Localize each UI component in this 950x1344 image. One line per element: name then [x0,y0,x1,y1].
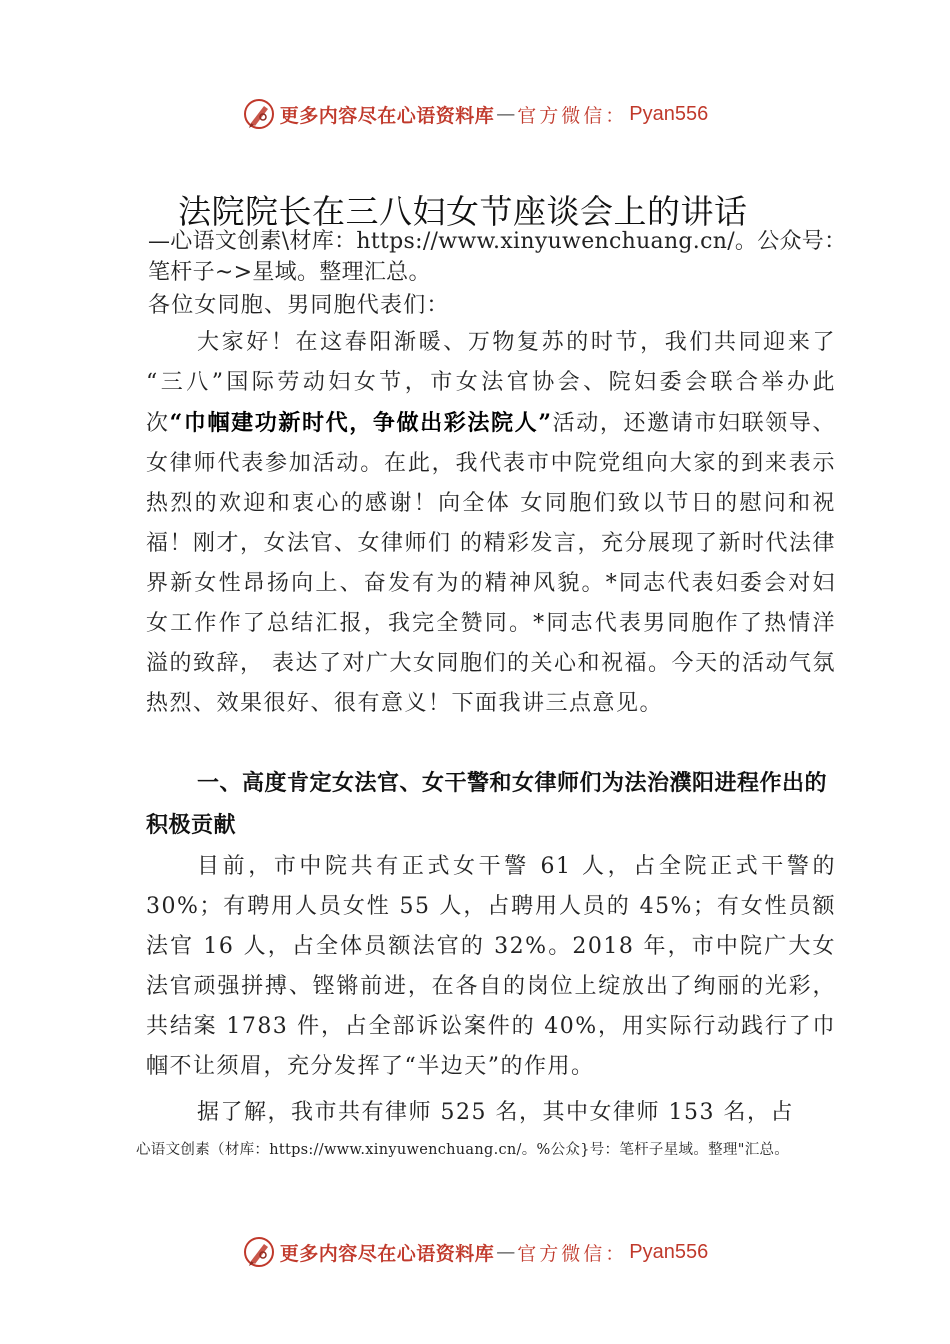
pen-logo-icon [242,1235,276,1269]
footer-banner [0,1232,950,1272]
banner-dash: — [496,103,516,125]
activity-name: “巾帼建功新时代，争做出彩法院人” [169,410,553,436]
pen-logo-icon [242,97,276,131]
header-banner [0,94,950,134]
banner-wechat-label: 官方微信： [517,104,628,127]
paragraph-opening-part1: 大家好！在这春阳渐暖、万物复苏的时节，我们共同迎来了 “三八”国际劳动妇女节，市女法官协会、院妇委会联合举办此次 [146,330,836,436]
source-note: —心语文创素\材库：https://www.xinyuwenchuang.cn/。公众号：笔杆子~>星域。整理汇总。 [148,229,847,285]
banner-slogan: 更多内容尽在心语资料库 [279,1242,495,1265]
banner-wechat-id: Pyan556 [629,1240,709,1263]
footer-source-note: 心语文创素（材库：https://www.xinyuwenchuang.cn/。%公众}号：笔杆子星域。整理"汇总。 [136,1142,790,1158]
banner-dash: — [496,1241,516,1263]
paragraph-lawyers: 据了解，我市共有律师 525 名，其中女律师 153 名，占 [197,1100,794,1125]
banner-slogan: 更多内容尽在心语资料库 [279,104,495,127]
paragraph-statistics: 目前，市中院共有正式女干警 61 人，占全院正式干警的 30%；有聘用人员女性 55 人，占聘用人员的 45%；有女性员额法官 16 人，占全体员额法官的 32%。2018 年，市中院广大女法官顽强拼搏、铿锵前进，在各自的岗位上绽放出了绚丽的光彩，共结案 1783 件，占全部诉讼案件的 40%，用实际行动践行了巾帼不让须眉，充分发挥了“半边天”的作用。 [146,854,836,1079]
banner-wechat-label: 官方微信： [517,1242,628,1265]
document-title: 法院院长在三八妇女节座谈会上的讲话 [178,192,748,231]
salutation: 各位女同胞、男同胞代表们： [148,293,450,318]
paragraph-opening-part2: 活动，还邀请市妇联领导、女律师代表参加活动。在此，我代表市中院党组向大家的到来表示热烈的欢迎和衷心的感谢！向全体 女同胞们致以节日的慰问和祝福！刚才，女法官、女律师们 的精彩发言，充分展现了新时代法律界新女性昂扬向上、奋发有为的精神风貌。*同志代表妇委会对妇女工作作了总结汇报，我完全赞同。*同志代表男同胞作了热情洋溢的致辞， 表达了对广大女同胞们的关心和祝福。今天的活动气氛热烈、效果很好、很有意义！下面我讲三点意见。 [146,411,836,716]
paragraph-opening [146,323,836,724]
section-heading-1: 一、高度肯定女法官、女干警和女律师们为法治濮阳进程作出的积极贡献 [146,771,828,838]
banner-wechat-id: Pyan556 [629,102,709,125]
